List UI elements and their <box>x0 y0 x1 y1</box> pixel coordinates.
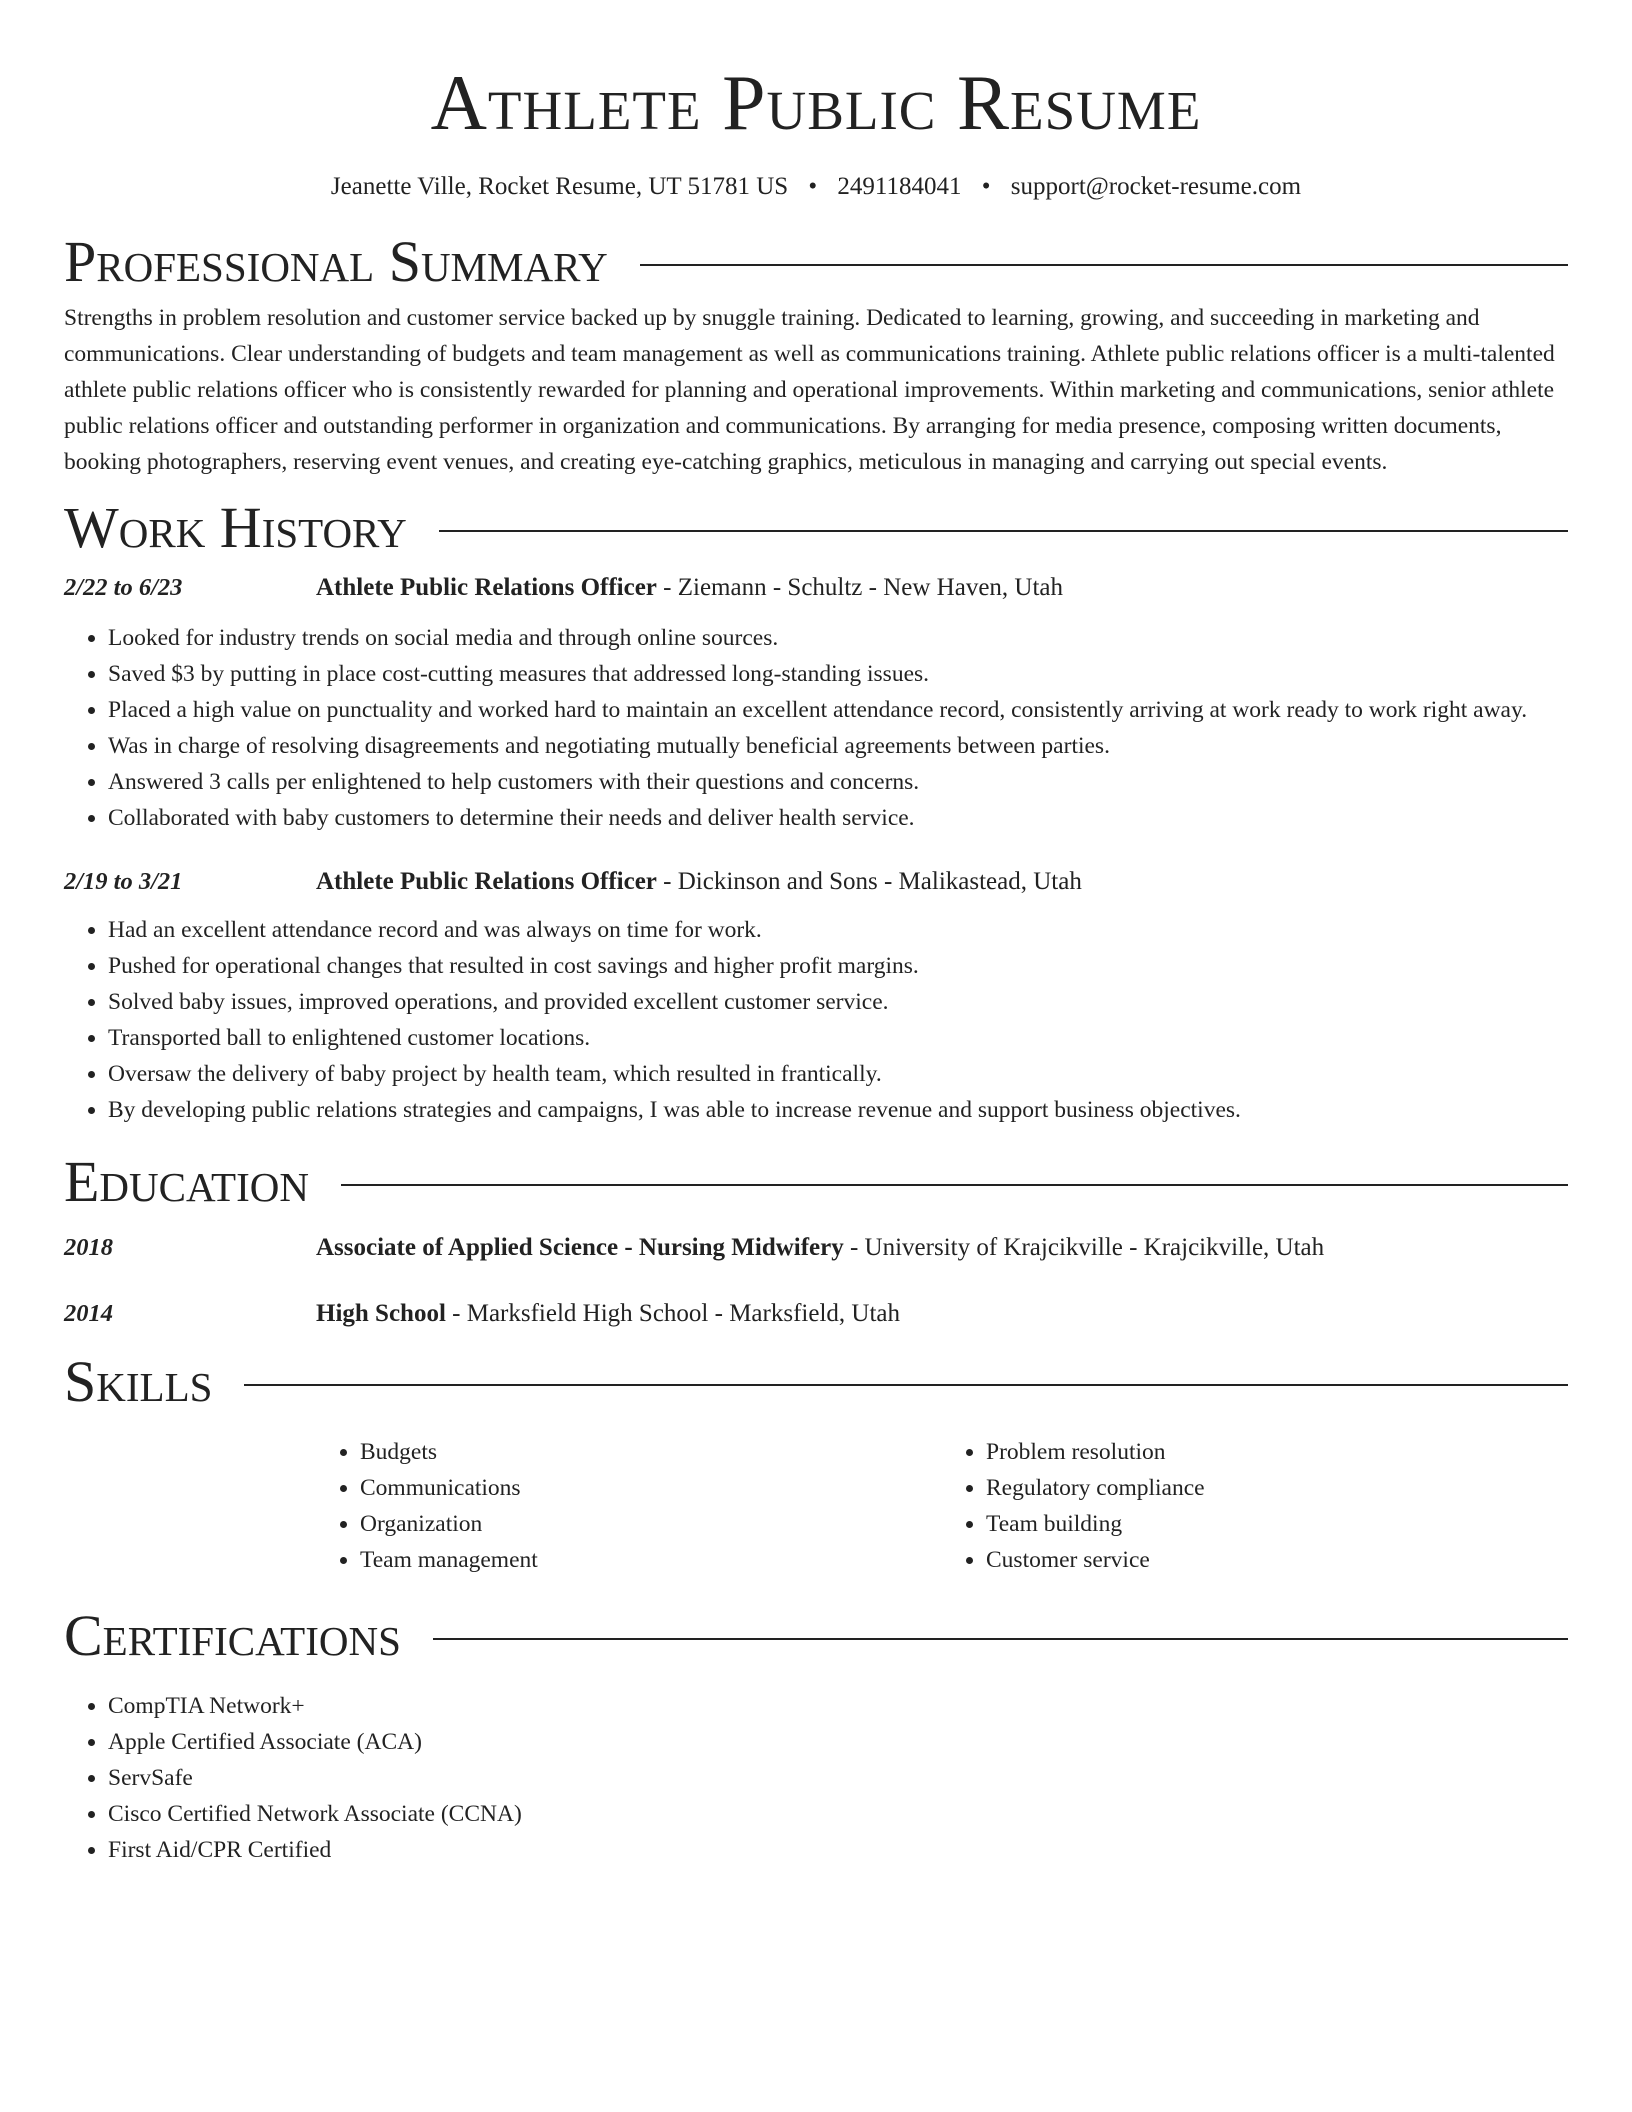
section-summary-header <box>64 230 1568 294</box>
list-item: • Pushed for operational changes that resulted in cost savings and higher profit margins. <box>108 948 1568 984</box>
education-details: - University of Krajcikville - Krajcikville, Utah <box>843 1234 1325 1261</box>
resume-name: Athlete Public Resume <box>430 59 1202 146</box>
list-item: • Apple Certified Associate (ACA) <box>108 1724 1568 1760</box>
education-year: 2014 <box>64 1300 113 1327</box>
job-header <box>64 574 1568 602</box>
education-role <box>316 1234 1324 1262</box>
job-entry <box>64 868 1568 1128</box>
contact-phone: 2491184041 <box>837 173 962 200</box>
contact-separator: • <box>808 173 818 200</box>
list-item: • Regulatory compliance <box>986 1470 1568 1506</box>
certifications-list <box>64 1688 1568 1868</box>
list-item: • Customer service <box>986 1542 1568 1578</box>
list-item: • Oversaw the delivery of baby project by health team, which resulted in frantically. <box>108 1056 1568 1092</box>
list-item: • Placed a high value on punctuality and worked hard to maintain an excellent attendance record, consistently arriving at work ready to work right away. <box>108 692 1568 728</box>
list-item: • Problem resolution <box>986 1434 1568 1470</box>
contact-separator: • <box>981 173 991 200</box>
list-item: • Budgets <box>360 1434 942 1470</box>
job-details: - Ziemann - Schultz - New Haven, Utah <box>656 574 1064 601</box>
section-title: Education <box>64 1149 309 1214</box>
education-role <box>316 1300 900 1328</box>
list-item: • Team management <box>360 1542 942 1578</box>
job-dates: 2/22 to 6/23 <box>64 574 183 601</box>
job-role <box>316 868 1082 896</box>
list-item: • CompTIA Network+ <box>108 1688 1568 1724</box>
list-item: • Answered 3 calls per enlightened to help customers with their questions and concerns. <box>108 764 1568 800</box>
list-item: • Saved $3 by putting in place cost-cutting measures that addressed long-standing issues. <box>108 656 1568 692</box>
job-role <box>316 574 1063 602</box>
job-dates: 2/19 to 3/21 <box>64 868 183 895</box>
education-degree: High School <box>316 1300 446 1327</box>
job-title: Athlete Public Relations Officer <box>316 868 657 895</box>
list-item: • Cisco Certified Network Associate (CCNA) <box>108 1796 1568 1832</box>
section-education-header <box>64 1150 1568 1214</box>
section-divider <box>341 1184 1568 1186</box>
section-title: Skills <box>64 1349 213 1414</box>
list-item: • Collaborated with baby customers to determine their needs and deliver health service. <box>108 800 1568 836</box>
education-entry <box>64 1300 1568 1328</box>
contact-email: support@rocket-resume.com <box>1010 173 1302 200</box>
job-bullets <box>64 620 1568 836</box>
list-item: • Was in charge of resolving disagreements and negotiating mutually beneficial agreements between parties. <box>108 728 1568 764</box>
education-degree: Associate of Applied Science - Nursing Midwifery <box>316 1234 844 1261</box>
section-divider <box>433 1638 1568 1640</box>
list-item: • Transported ball to enlightened customer locations. <box>108 1020 1568 1056</box>
job-title: Athlete Public Relations Officer <box>316 574 657 601</box>
education-entry <box>64 1234 1568 1262</box>
section-divider <box>244 1384 1568 1386</box>
list-item: • Organization <box>360 1506 942 1542</box>
skills-column-left <box>316 1434 942 1578</box>
skills-column-right <box>942 1434 1568 1578</box>
summary-text: Strengths in problem resolution and customer service backed up by snuggle training. Dedicated to learning, growing, and succeeding in marketing and communications. Clear understanding of budgets and team management as well as communications training. Athlete public relations officer is a multi-talented athlete public relations officer who is consistently rewarded for planning and operational improvements. Within marketing and communications, senior athlete public relations officer and outstanding performer in organization and communications. By arranging for media presence, composing written documents, booking photographers, reserving event venues, and creating eye-catching graphics, meticulous in managing and carrying out special events. <box>64 305 1555 475</box>
section-title: Professional Summary <box>64 229 608 294</box>
list-item: • Had an excellent attendance record and was always on time for work. <box>108 912 1568 948</box>
job-bullets <box>64 912 1568 1128</box>
list-item: • Team building <box>986 1506 1568 1542</box>
contact-address: Jeanette Ville, Rocket Resume, UT 51781 US <box>330 173 789 200</box>
section-title: Certifications <box>64 1603 401 1668</box>
contact-line <box>64 172 1568 202</box>
list-item: • ServSafe <box>108 1760 1568 1796</box>
section-certifications-header <box>64 1604 1568 1668</box>
list-item: • By developing public relations strategies and campaigns, I was able to increase revenue and support business objectives. <box>108 1092 1568 1128</box>
section-work-header <box>64 496 1568 560</box>
section-title: Work History <box>64 495 407 560</box>
education-year: 2018 <box>64 1234 113 1261</box>
education-details: - Marksfield High School - Marksfield, Utah <box>445 1300 900 1327</box>
list-item: • Looked for industry trends on social media and through online sources. <box>108 620 1568 656</box>
job-header <box>64 868 1568 896</box>
section-divider <box>439 530 1568 532</box>
job-entry <box>64 574 1568 836</box>
skills-grid <box>316 1434 1568 1578</box>
job-details: - Dickinson and Sons - Malikastead, Utah <box>656 868 1082 895</box>
section-divider <box>640 264 1568 266</box>
list-item: • First Aid/CPR Certified <box>108 1832 1568 1868</box>
list-item: • Communications <box>360 1470 942 1506</box>
section-skills-header <box>64 1350 1568 1414</box>
list-item: • Solved baby issues, improved operations, and provided excellent customer service. <box>108 984 1568 1020</box>
